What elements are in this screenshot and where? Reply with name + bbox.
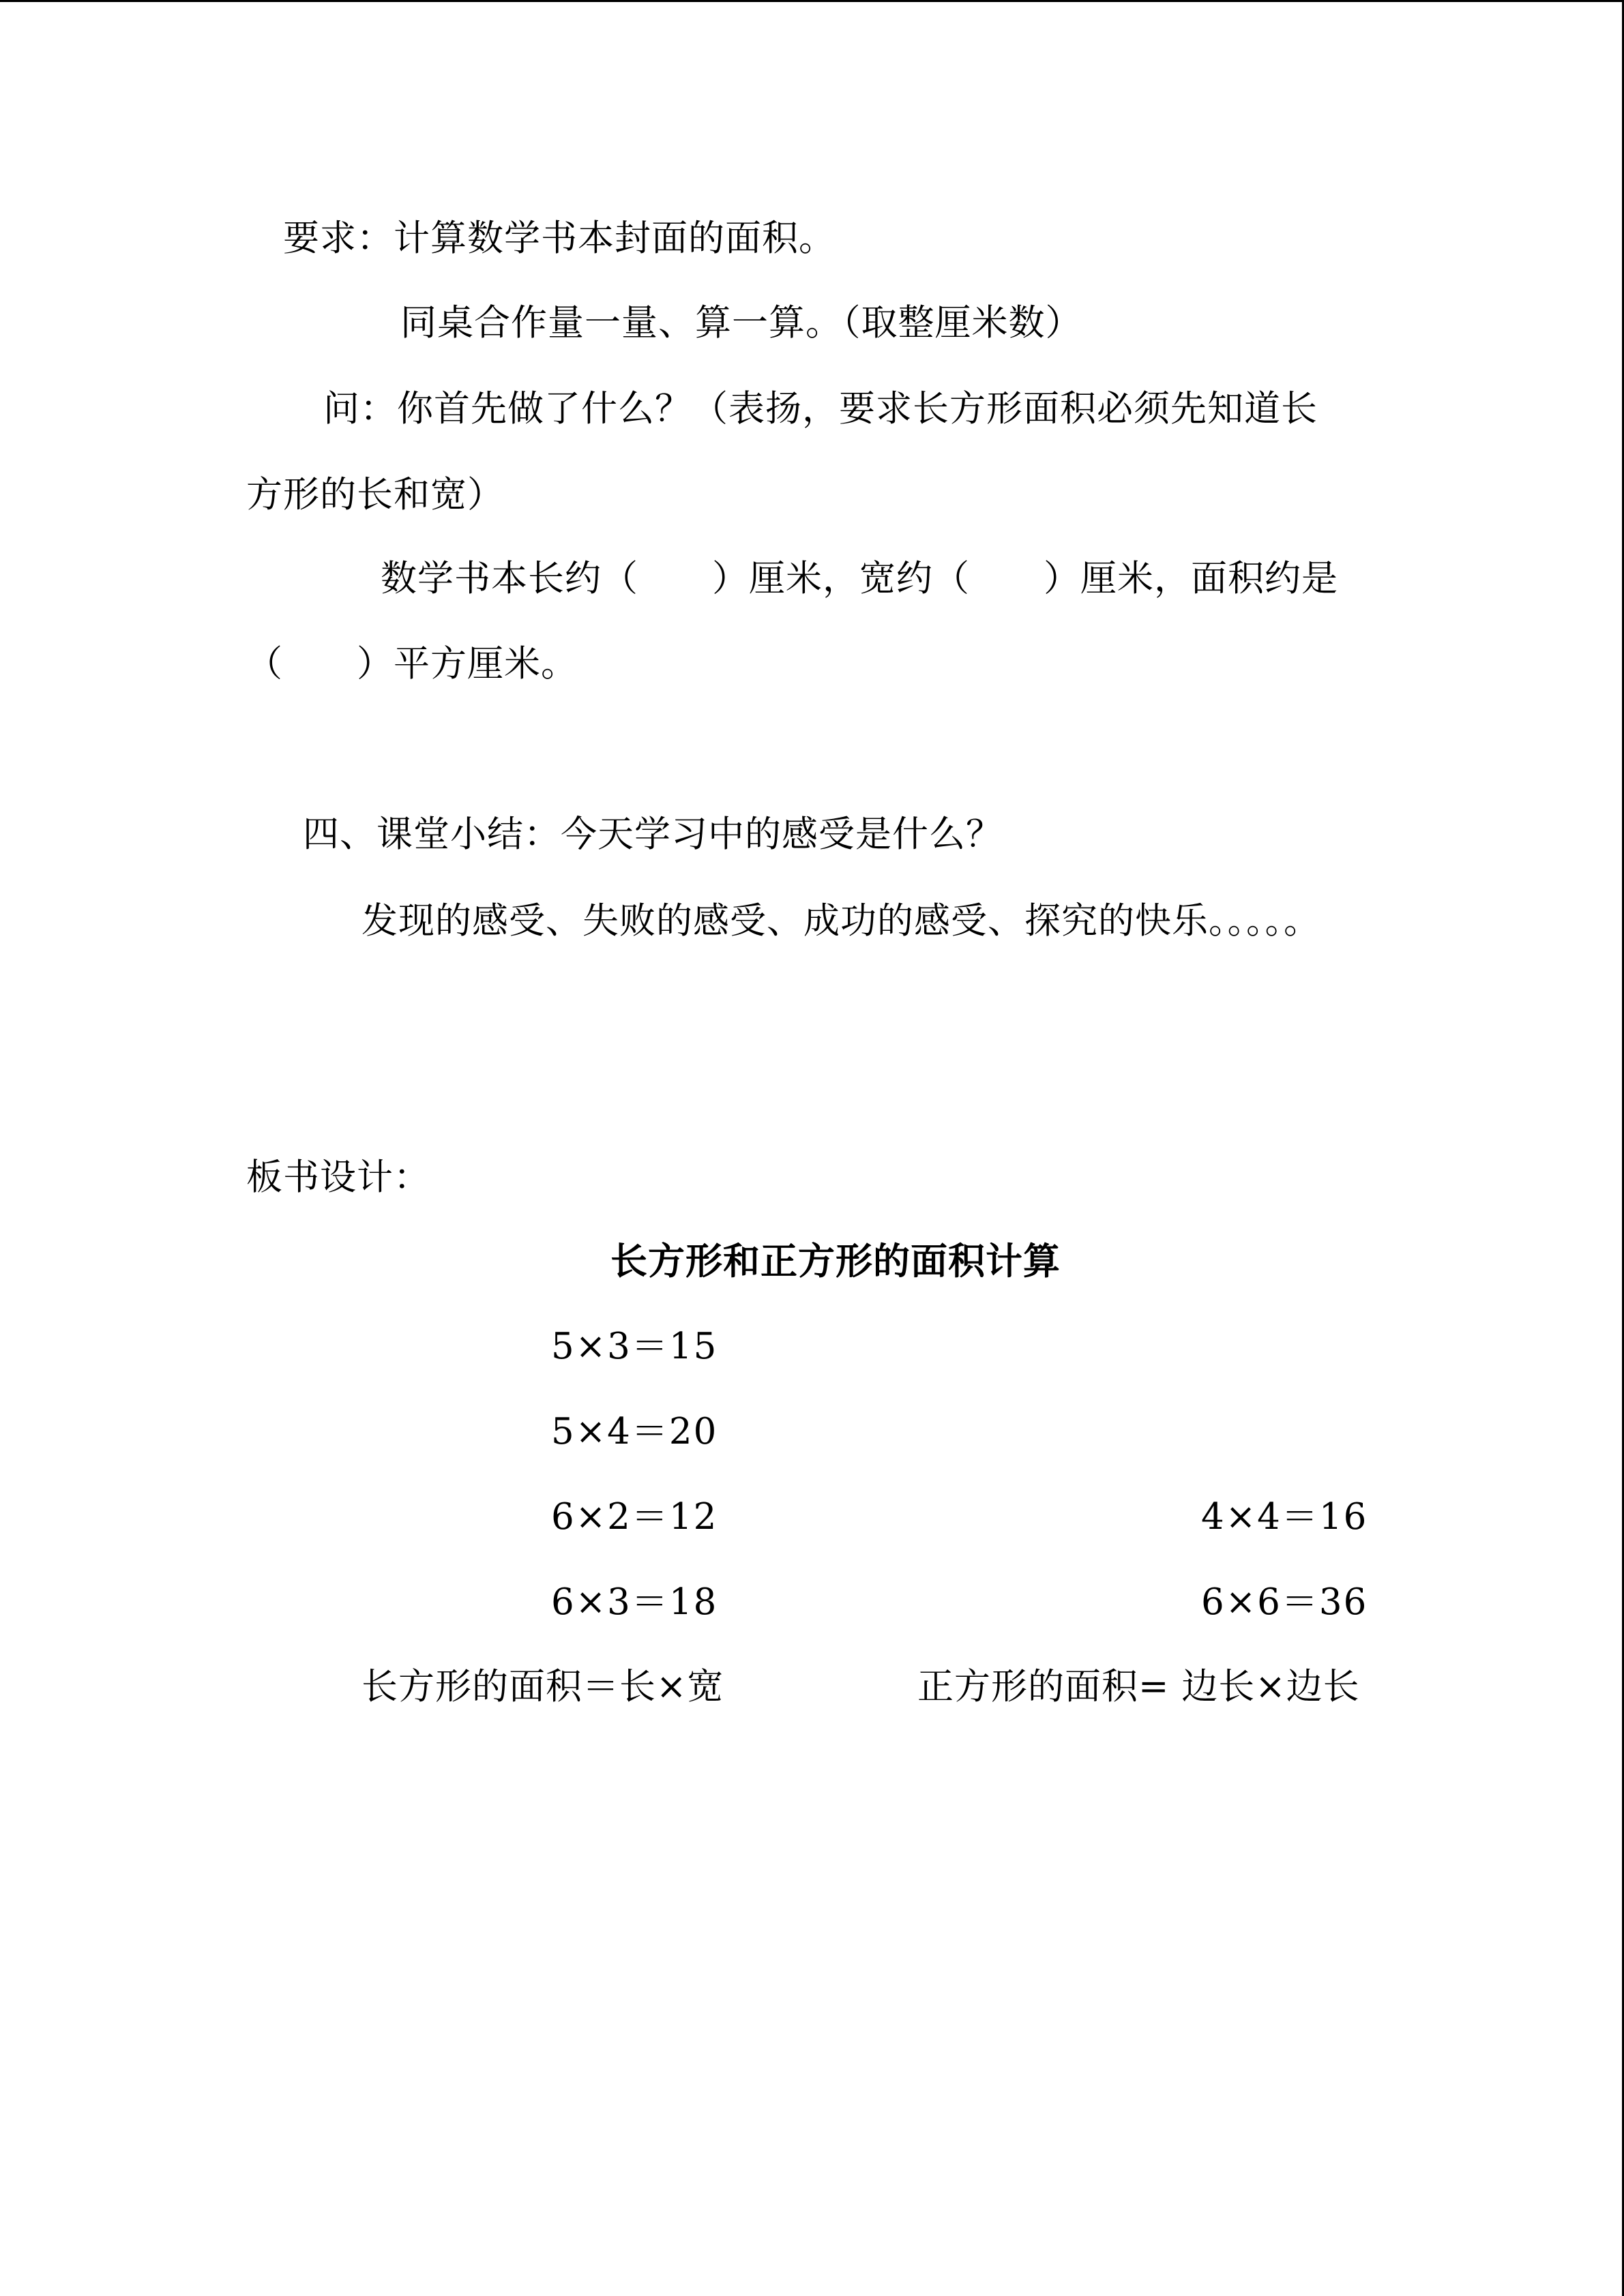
cooperate-text: 同桌合作量一量、算一算。（取整厘米数） [400,302,1082,344]
rectangle-equation: 6×3＝18 [551,1581,718,1623]
page-top-border [0,0,1624,2]
question-text-line1: 问：你首先做了什么？（表扬，要求长方形面积必须先知道长 [323,388,1318,430]
rectangle-area-formula: 长方形的面积＝长×宽 [361,1666,724,1708]
question-text-line2: 方形的长和宽） [246,474,504,516]
summary-content: 发现的感受、失败的感受、成功的感受、探究的快乐。。。。。 [361,900,1320,942]
board-title: 长方形和正方形的面积计算 [610,1240,1061,1283]
board-design-label: 板书设计： [246,1157,430,1198]
rectangle-equation: 5×4＝20 [551,1411,718,1452]
rectangle-equation: 6×2＝12 [551,1496,718,1538]
square-area-formula: 正方形的面积= 边长×边长 [917,1666,1360,1708]
fill-blank-line2: （ ）平方厘米。 [246,643,578,685]
rectangle-equation: 5×3＝15 [551,1326,718,1367]
fill-blank-line1: 数学书本长约（ ）厘米，宽约（ ）厘米，面积约是 [381,558,1338,599]
summary-heading: 四、课堂小结：今天学习中的感受是什么？ [303,814,1003,855]
square-equation: 6×6＝36 [1201,1581,1368,1623]
square-equation: 4×4＝16 [1201,1496,1368,1538]
requirement-text: 要求：计算数学书本封面的面积。 [283,218,836,259]
